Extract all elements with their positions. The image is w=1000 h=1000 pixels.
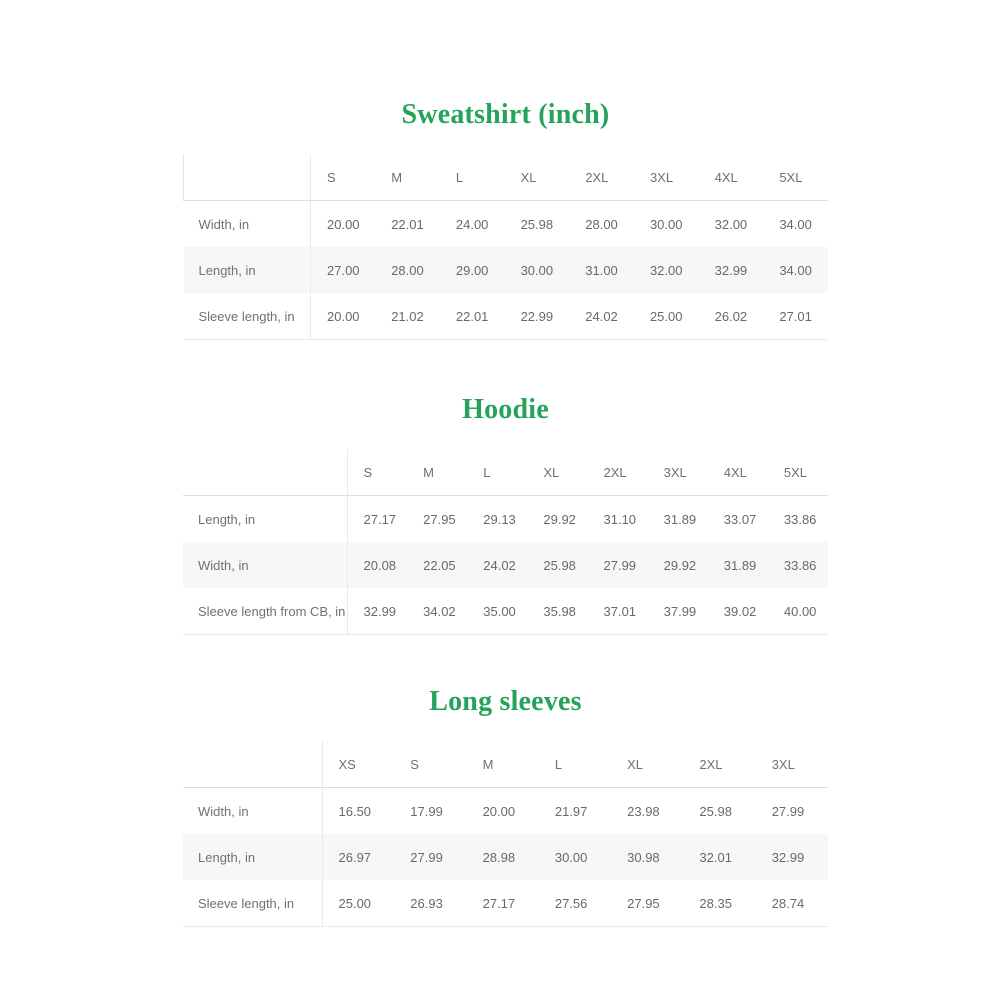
measurement-cell: 27.01: [763, 293, 828, 340]
measurement-cell: 32.01: [699, 849, 732, 865]
measurement-cell: 28.35: [683, 880, 755, 927]
measurement-cell: 27.99: [410, 849, 443, 865]
measurement-cell: 28.74: [756, 880, 828, 927]
measurement-cell: 27.56: [539, 880, 611, 927]
measurement-cell: 27.17: [467, 880, 539, 927]
measurement-cell: 29.00: [455, 262, 489, 278]
row-label: Length, in: [183, 496, 347, 543]
size-column-header: XL: [611, 741, 683, 788]
measurement-cell: 32.00: [714, 216, 748, 232]
measurement-cell: 20.08: [363, 557, 397, 573]
size-column-header: S: [311, 154, 376, 201]
measurement-cell: 25.98: [543, 557, 576, 573]
size-column-header: 3XL: [634, 154, 699, 201]
measurement-cell: 31.89: [723, 557, 757, 573]
measurement-cell: 27.00: [327, 262, 360, 278]
row-label: Width, in: [183, 542, 347, 588]
size-column-header: 3XL: [756, 741, 828, 788]
measurement-cell: 34.00: [779, 262, 812, 278]
measurement-cell: 32.00: [649, 262, 683, 278]
measurement-cell: 16.50: [338, 803, 372, 819]
measurement-cell: 30.98: [627, 849, 660, 865]
measurement-cell: 22.01: [440, 293, 505, 340]
size-chart-section: [183, 391, 828, 635]
size-column-header: 4XL: [699, 154, 764, 201]
measurement-cell: 21.97: [554, 803, 588, 819]
measurement-cell: 31.89: [663, 511, 697, 527]
size-column-header: M: [407, 449, 467, 496]
measurement-cell: 22.05: [423, 557, 456, 573]
size-column-header: 3XL: [648, 449, 708, 496]
measurement-cell: 20.00: [327, 216, 360, 232]
chart-title: Hoodie: [462, 394, 549, 425]
table-row: [183, 496, 828, 543]
measurement-cell: 25.98: [699, 803, 732, 819]
measurement-cell: 32.99: [714, 262, 748, 278]
measurement-cell: 17.99: [410, 803, 443, 819]
size-column-header: XS: [322, 741, 394, 788]
measurement-cell: 35.98: [527, 588, 587, 635]
row-label: Width, in: [184, 201, 311, 248]
measurement-cell: 40.00: [768, 588, 828, 635]
measurement-cell: 29.13: [483, 511, 516, 527]
size-column-header: 5XL: [768, 449, 828, 496]
measurement-cell: 28.00: [391, 262, 424, 278]
measurement-cell: 25.00: [634, 293, 699, 340]
measurement-cell: 25.00: [322, 880, 394, 927]
measurement-cell: 32.99: [771, 849, 805, 865]
size-column-header: L: [440, 154, 505, 201]
size-table: [183, 449, 828, 635]
table-row: [184, 293, 829, 340]
size-column-header: M: [467, 741, 539, 788]
measurement-cell: 26.97: [338, 849, 372, 865]
header-row: [183, 449, 828, 496]
size-column-header: 5XL: [763, 154, 828, 201]
header-row: [183, 741, 828, 788]
measurement-cell: 34.02: [407, 588, 467, 635]
corner-cell: [183, 741, 322, 788]
table-row: [183, 788, 828, 835]
measurement-cell: 27.95: [611, 880, 683, 927]
chart-title: Long sleeves: [429, 686, 582, 717]
size-column-header: S: [394, 741, 466, 788]
size-column-header: 2XL: [683, 741, 755, 788]
measurement-cell: 22.99: [505, 293, 570, 340]
measurement-cell: 35.00: [467, 588, 527, 635]
size-column-header: M: [375, 154, 440, 201]
measurement-cell: 28.00: [585, 216, 618, 232]
corner-cell: [183, 449, 347, 496]
measurement-cell: 34.00: [779, 216, 812, 232]
row-label: Length, in: [183, 834, 322, 880]
size-column-header: L: [539, 741, 611, 788]
measurement-cell: 20.00: [311, 293, 376, 340]
size-chart-section: [183, 96, 828, 340]
measurement-cell: 27.99: [603, 557, 637, 573]
measurement-cell: 37.01: [588, 588, 648, 635]
size-column-header: XL: [505, 154, 570, 201]
measurement-cell: 24.00: [455, 216, 489, 232]
size-column-header: 2XL: [588, 449, 648, 496]
measurement-cell: 26.93: [394, 880, 466, 927]
measurement-cell: 37.99: [648, 588, 708, 635]
row-label: Sleeve length from CB, in: [183, 588, 347, 635]
row-label: Sleeve length, in: [183, 880, 322, 927]
measurement-cell: 26.02: [699, 293, 764, 340]
table-row: [184, 247, 829, 293]
row-label: Width, in: [183, 788, 322, 835]
measurement-cell: 33.07: [723, 511, 757, 527]
measurement-cell: 25.98: [520, 216, 554, 232]
size-column-header: L: [467, 449, 527, 496]
measurement-cell: 29.92: [543, 511, 576, 527]
size-column-header: 4XL: [708, 449, 768, 496]
measurement-cell: 21.02: [375, 293, 440, 340]
size-column-header: 2XL: [569, 154, 634, 201]
chart-title: Sweatshirt (inch): [401, 99, 610, 130]
measurement-cell: 31.00: [585, 262, 618, 278]
header-row: [184, 154, 829, 201]
measurement-cell: 24.02: [483, 557, 516, 573]
measurement-cell: 27.99: [771, 803, 805, 819]
size-table: [183, 154, 828, 340]
table-row: [183, 834, 828, 880]
table-row: [183, 880, 828, 927]
measurement-cell: 33.86: [783, 557, 817, 573]
measurement-cell: 27.95: [423, 511, 456, 527]
measurement-cell: 28.98: [482, 849, 516, 865]
measurement-cell: 39.02: [708, 588, 768, 635]
measurement-cell: 27.17: [363, 511, 397, 527]
measurement-cell: 23.98: [627, 803, 660, 819]
measurement-cell: 33.86: [783, 511, 817, 527]
measurement-cell: 30.00: [520, 262, 554, 278]
measurement-cell: 32.99: [347, 588, 407, 635]
size-column-header: S: [347, 449, 407, 496]
table-row: [183, 588, 828, 635]
table-row: [183, 542, 828, 588]
measurement-cell: 22.01: [391, 216, 424, 232]
corner-cell: [184, 154, 311, 201]
size-column-header: XL: [527, 449, 587, 496]
measurement-cell: 24.02: [569, 293, 634, 340]
measurement-cell: 20.00: [482, 803, 516, 819]
measurement-cell: 30.00: [554, 849, 588, 865]
measurement-cell: 30.00: [649, 216, 683, 232]
size-chart-section: [183, 683, 828, 927]
measurement-cell: 29.92: [663, 557, 697, 573]
table-row: [184, 201, 829, 248]
measurement-cell: 31.10: [603, 511, 637, 527]
row-label: Sleeve length, in: [184, 293, 311, 340]
size-table: [183, 741, 828, 927]
row-label: Length, in: [184, 247, 311, 293]
